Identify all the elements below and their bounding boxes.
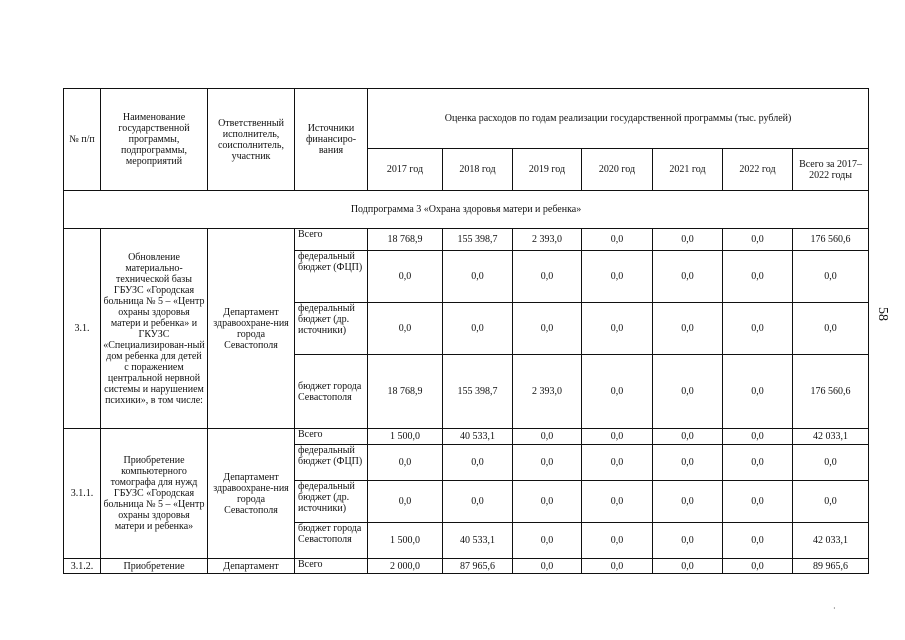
value-cell: 40 533,1 [443,523,513,559]
subprogram-title: Подпрограмма 3 «Охрана здоровья матери и ребенка» [64,191,869,229]
value-cell: 18 768,9 [368,355,443,429]
value-cell: 0,0 [653,229,723,251]
value-cell: 0,0 [443,481,513,523]
value-cell: 0,0 [443,445,513,481]
source-cell: федеральный бюджет (ФЦП) [295,251,368,303]
source-cell: бюджет города Севастополя [295,355,368,429]
value-cell: 0,0 [723,523,793,559]
page-number: 58 [875,307,890,321]
row-num: 3.1.1. [64,429,101,559]
value-cell: 176 560,6 [793,355,869,429]
value-cell: 87 965,6 [443,559,513,574]
value-cell: 0,0 [723,481,793,523]
value-cell: 0,0 [793,251,869,303]
row-responsible: Департамент здравоохране-ния города Севастополя [208,229,295,429]
value-cell: 0,0 [653,559,723,574]
source-cell: бюджет города Севастополя [295,523,368,559]
value-cell: 0,0 [653,523,723,559]
header-num: № п/п [64,89,101,191]
header-year: 2022 год [723,149,793,191]
value-cell: 0,0 [653,251,723,303]
value-cell: 0,0 [653,303,723,355]
row-name: Приобретение [101,559,208,574]
value-cell: 0,0 [513,523,582,559]
stray-mark: · [833,604,836,613]
value-cell: 0,0 [513,445,582,481]
value-cell: 2 000,0 [368,559,443,574]
value-cell: 0,0 [723,355,793,429]
source-cell: Всего [295,229,368,251]
value-cell: 42 033,1 [793,523,869,559]
value-cell: 0,0 [368,445,443,481]
row-name: Приобретение компьютерного томографа для нужд ГБУЗС «Городская больница № 5 – «Центр охраны здоровья матери и ребенка» [101,429,208,559]
value-cell: 0,0 [582,559,653,574]
budget-table [63,88,869,574]
source-cell: федеральный бюджет (др. источники) [295,303,368,355]
value-cell: 0,0 [513,251,582,303]
value-cell: 89 965,6 [793,559,869,574]
row-responsible: Департамент [208,559,295,574]
value-cell: 40 533,1 [443,429,513,445]
source-cell: Всего [295,559,368,574]
header-total: Всего за 2017–2022 годы [793,149,869,191]
header-name: Наименование государственной программы, подпрограммы, мероприятий [101,89,208,191]
value-cell: 0,0 [513,429,582,445]
value-cell: 0,0 [793,481,869,523]
value-cell: 0,0 [582,523,653,559]
value-cell: 0,0 [513,559,582,574]
source-cell: Всего [295,429,368,445]
header-year: 2017 год [368,149,443,191]
value-cell: 0,0 [723,445,793,481]
row-responsible: Департамент здравоохране-ния города Севастополя [208,429,295,559]
source-cell: федеральный бюджет (ФЦП) [295,445,368,481]
value-cell: 2 393,0 [513,229,582,251]
value-cell: 0,0 [582,251,653,303]
value-cell: 0,0 [582,303,653,355]
value-cell: 0,0 [723,559,793,574]
value-cell: 0,0 [723,251,793,303]
value-cell: 0,0 [653,355,723,429]
value-cell: 155 398,7 [443,229,513,251]
header-estimate: Оценка расходов по годам реализации государственной программы (тыс. рублей) [368,89,869,149]
header-responsible: Ответственный исполнитель, соисполнитель, участник [208,89,295,191]
value-cell: 0,0 [582,429,653,445]
value-cell: 155 398,7 [443,355,513,429]
value-cell: 1 500,0 [368,429,443,445]
row-name: Обновление материально-технической базы ГБУЗС «Городская больница № 5 – «Центр охраны здоровья матери и ребенка» и ГКУЗС «Специализирован-ный дом ребенка для детей с поражением центральной нервной системы и нарушением психики», в том числе: [101,229,208,429]
value-cell: 0,0 [793,445,869,481]
header-year: 2018 год [443,149,513,191]
value-cell: 1 500,0 [368,523,443,559]
header-sources: Источники финансиро-вания [295,89,368,191]
header-year: 2020 год [582,149,653,191]
value-cell: 0,0 [582,229,653,251]
value-cell: 0,0 [653,445,723,481]
value-cell: 0,0 [368,251,443,303]
value-cell: 0,0 [443,251,513,303]
value-cell: 18 768,9 [368,229,443,251]
value-cell: 0,0 [443,303,513,355]
value-cell: 0,0 [653,429,723,445]
value-cell: 2 393,0 [513,355,582,429]
row-num: 3.1. [64,229,101,429]
header-year: 2019 год [513,149,582,191]
header-year: 2021 год [653,149,723,191]
value-cell: 0,0 [653,481,723,523]
row-num: 3.1.2. [64,559,101,574]
value-cell: 0,0 [723,429,793,445]
value-cell: 0,0 [723,303,793,355]
value-cell: 0,0 [793,303,869,355]
source-cell: федеральный бюджет (др. источники) [295,481,368,523]
value-cell: 176 560,6 [793,229,869,251]
value-cell: 0,0 [723,229,793,251]
value-cell: 42 033,1 [793,429,869,445]
value-cell: 0,0 [582,445,653,481]
value-cell: 0,0 [513,303,582,355]
value-cell: 0,0 [368,481,443,523]
value-cell: 0,0 [513,481,582,523]
value-cell: 0,0 [582,355,653,429]
value-cell: 0,0 [368,303,443,355]
value-cell: 0,0 [582,481,653,523]
